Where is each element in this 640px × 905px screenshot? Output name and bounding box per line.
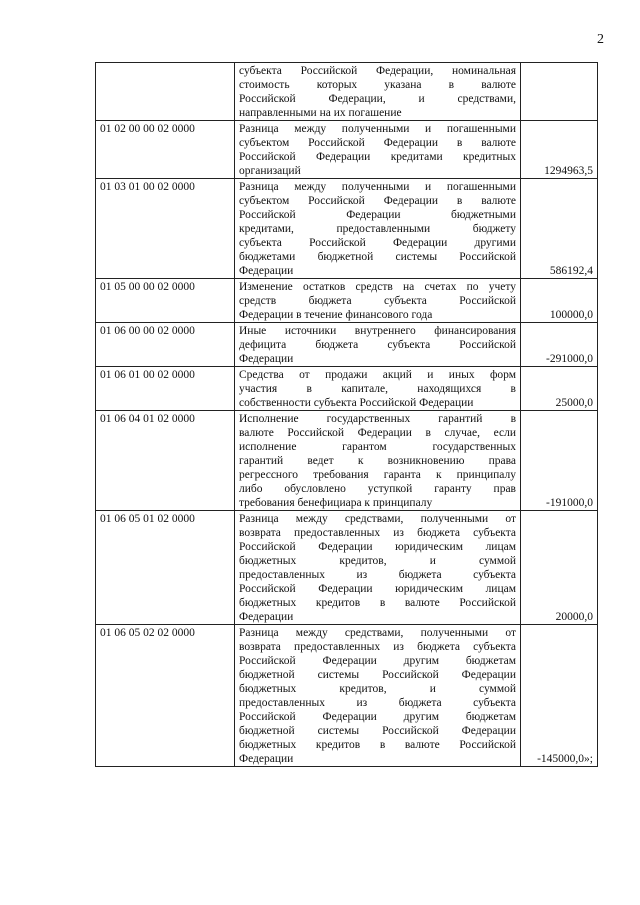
table-row <box>96 411 598 511</box>
description-line: субъекта Российской Федерации другими <box>239 237 516 249</box>
row-description-cell <box>235 511 521 625</box>
description-line: Российской Федерации другим бюджетам <box>239 655 516 667</box>
description-line: бюджетной системы Российской Федерации <box>239 669 516 681</box>
description-line: бюджетной системы Российской Федерации <box>239 725 516 737</box>
description-line: возврата предоставленных из бюджета субъекта <box>239 527 516 539</box>
description-line: собственности субъекта Российской Федерации <box>239 397 474 409</box>
row-amount-cell: -145000,0»; <box>521 625 598 767</box>
description-line: участия в капитале, находящихся в <box>239 383 516 395</box>
row-amount-cell <box>521 63 598 121</box>
table-row <box>96 625 598 767</box>
description-line: кредитами, предоставленными бюджету <box>239 223 516 235</box>
description-line: Федерации <box>239 353 294 365</box>
description-line: Исполнение государственных гарантий в <box>239 413 516 425</box>
description-line: субъектом Российской Федерации в валюте <box>239 195 516 207</box>
row-code-cell: 01 06 01 00 02 0000 <box>96 367 235 411</box>
description-line: Российской Федерации кредитами кредитных <box>239 151 516 163</box>
description-line: дефицита бюджета субъекта Российской <box>239 339 516 351</box>
table-row <box>96 367 598 411</box>
description-line: средств бюджета субъекта Российской <box>239 295 516 307</box>
description-line: гарантий ведет к возникновению права <box>239 455 516 467</box>
row-code-cell: 01 05 00 00 02 0000 <box>96 279 235 323</box>
description-line: предоставленных из бюджета субъекта <box>239 569 516 581</box>
row-code-cell: 01 06 05 02 02 0000 <box>96 625 235 767</box>
table-row <box>96 121 598 179</box>
description-line: Разница между средствами, полученными от <box>239 627 516 639</box>
table-row <box>96 179 598 279</box>
description-line: Российской Федерации другим бюджетам <box>239 711 516 723</box>
description-line: Федерации <box>239 265 294 277</box>
row-description-cell <box>235 367 521 411</box>
table-row <box>96 511 598 625</box>
description-line: Иные источники внутреннего финансирования <box>239 325 516 337</box>
description-line: валюте Российской Федерации в случае, если <box>239 427 516 439</box>
description-line: Разница между полученными и погашенными <box>239 181 516 193</box>
row-amount-cell: -191000,0 <box>521 411 598 511</box>
description-line: регрессного требования гаранта к принципалу <box>239 469 516 481</box>
description-line: предоставленных из бюджета субъекта <box>239 697 516 709</box>
row-description-cell <box>235 63 521 121</box>
description-line: стоимость которых указана в валюте <box>239 79 516 91</box>
row-code-cell: 01 06 05 01 02 0000 <box>96 511 235 625</box>
description-line: Российской Федерации, и средствами, <box>239 93 516 105</box>
description-line: Федерации в течение финансового года <box>239 309 433 321</box>
description-line: возврата предоставленных из бюджета субъекта <box>239 641 516 653</box>
row-amount-cell: 100000,0 <box>521 279 598 323</box>
description-line: направленными на их погашение <box>239 107 402 119</box>
row-amount-cell: 25000,0 <box>521 367 598 411</box>
row-code-cell: 01 06 00 00 02 0000 <box>96 323 235 367</box>
row-code-cell: 01 02 00 00 02 0000 <box>96 121 235 179</box>
table-row <box>96 323 598 367</box>
description-line: Российской Федерации юридическим лицам <box>239 583 516 595</box>
table-body <box>96 63 598 767</box>
description-line: бюджетных кредитов, и суммой <box>239 555 516 567</box>
row-amount-cell: 586192,4 <box>521 179 598 279</box>
table-row <box>96 63 598 121</box>
description-line: требования бенефициара к принципалу <box>239 497 433 509</box>
description-line: Изменение остатков средств на счетах по учету <box>239 281 516 293</box>
description-line: бюджетных кредитов в валюте Российской <box>239 597 516 609</box>
budget-sources-table <box>95 62 598 767</box>
description-line: субъектом Российской Федерации в валюте <box>239 137 516 149</box>
description-line: исполнение гарантом государственных <box>239 441 516 453</box>
row-description-cell <box>235 625 521 767</box>
row-code-cell: 01 06 04 01 02 0000 <box>96 411 235 511</box>
description-line: бюджетных кредитов, и суммой <box>239 683 516 695</box>
row-code-cell <box>96 63 235 121</box>
row-description-cell <box>235 121 521 179</box>
description-line: Российской Федерации бюджетными <box>239 209 516 221</box>
description-line: субъекта Российской Федерации, номинальная <box>239 65 516 77</box>
description-line: Российской Федерации юридическим лицам <box>239 541 516 553</box>
description-line: либо обусловлено уступкой гаранту прав <box>239 483 516 495</box>
row-code-cell: 01 03 01 00 02 0000 <box>96 179 235 279</box>
row-description-cell <box>235 411 521 511</box>
description-line: Разница между полученными и погашенными <box>239 123 516 135</box>
row-description-cell <box>235 323 521 367</box>
description-line: бюджетами бюджетной системы Российской <box>239 251 516 263</box>
description-line: Средства от продажи акций и иных форм <box>239 369 516 381</box>
row-description-cell <box>235 279 521 323</box>
table-row <box>96 279 598 323</box>
page-number: 2 <box>597 32 604 47</box>
description-line: бюджетных кредитов в валюте Российской <box>239 739 516 751</box>
row-amount-cell: -291000,0 <box>521 323 598 367</box>
row-amount-cell: 20000,0 <box>521 511 598 625</box>
description-line: Федерации <box>239 611 294 623</box>
description-line: Разница между средствами, полученными от <box>239 513 516 525</box>
row-amount-cell: 1294963,5 <box>521 121 598 179</box>
description-line: организаций <box>239 165 301 177</box>
row-description-cell <box>235 179 521 279</box>
description-line: Федерации <box>239 753 294 765</box>
